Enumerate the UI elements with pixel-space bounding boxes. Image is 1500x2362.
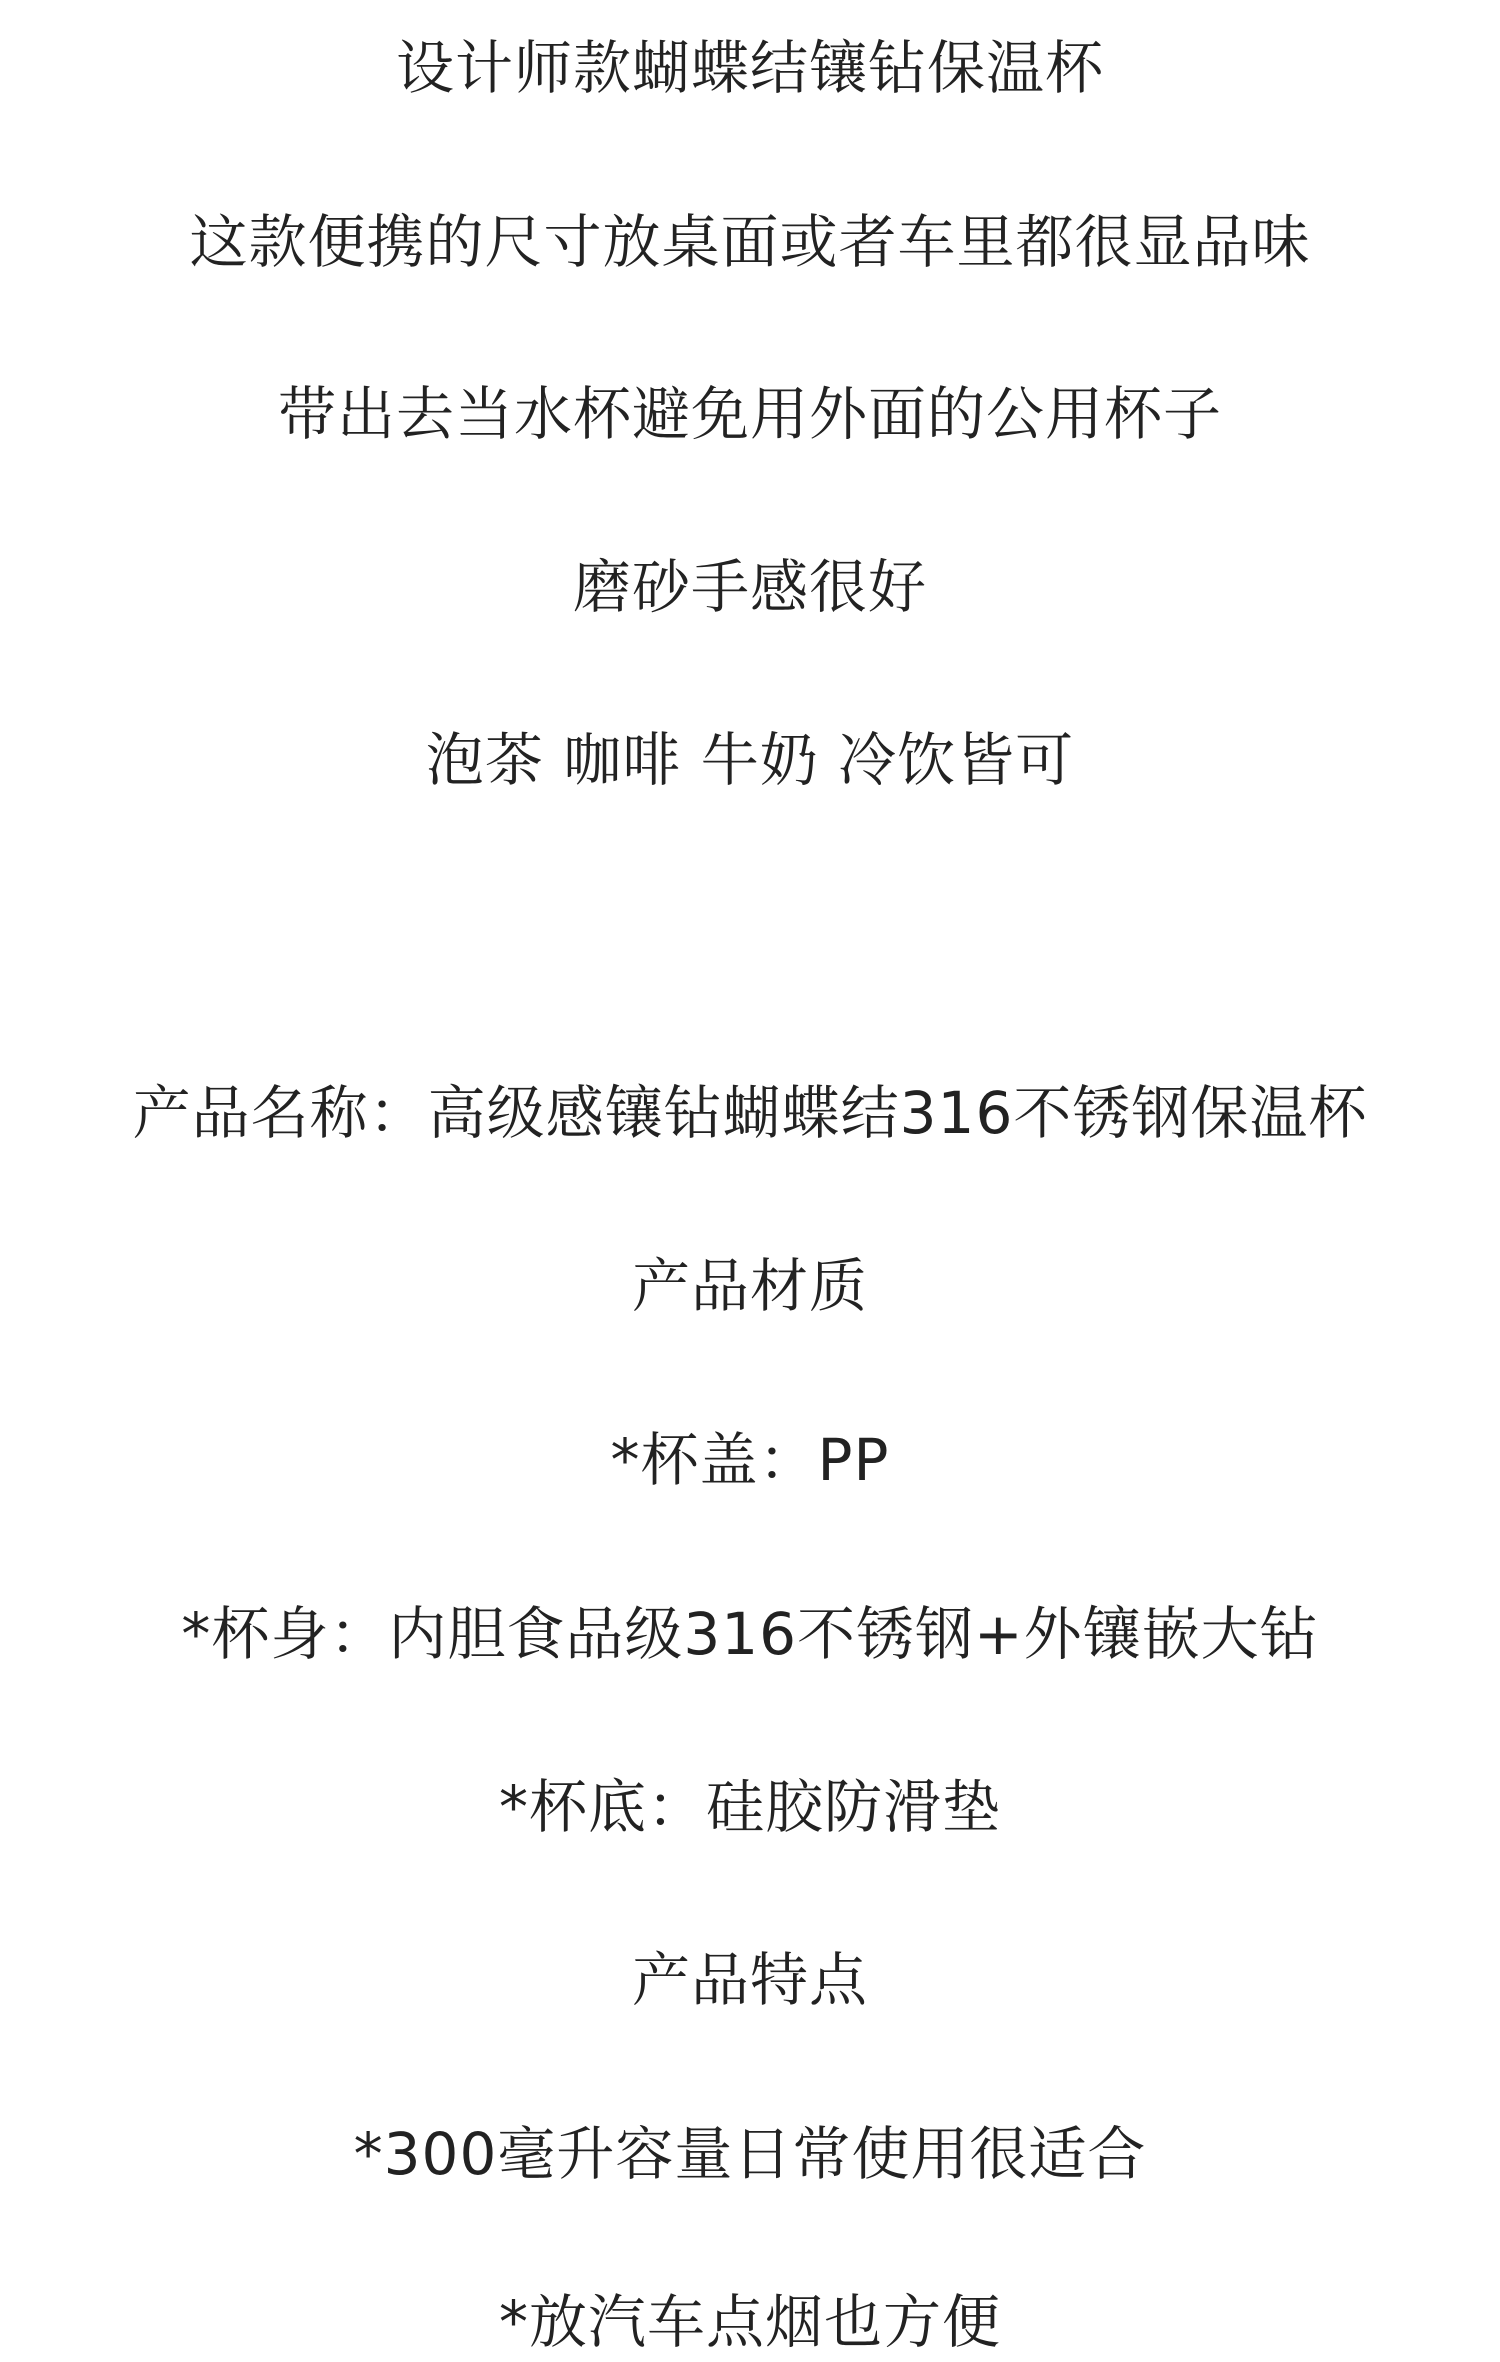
material-item: *杯身：内胆食品级316不锈钢+外镶嵌大钻 <box>181 1600 1319 1668</box>
description-line: 磨砂手感很好 <box>572 553 927 621</box>
description-line: 泡茶 咖啡 牛奶 冷饮皆可 <box>425 726 1075 794</box>
feature-item: *300毫升容量日常使用很适合 <box>353 2120 1147 2188</box>
product-name: 产品名称：高级感镶钻蝴蝶结316不锈钢保温杯 <box>132 1079 1368 1147</box>
feature-heading: 产品特点 <box>631 1946 868 2014</box>
product-title: 设计师款蝴蝶结镶钻保温杯 <box>395 34 1104 102</box>
material-item: *杯盖：PP <box>610 1426 890 1494</box>
description-line: 带出去当水杯避免用外面的公用杯子 <box>277 380 1222 448</box>
material-item: *杯底：硅胶防滑垫 <box>498 1773 1001 1841</box>
material-heading: 产品材质 <box>631 1252 868 1320</box>
feature-item: *放汽车点烟也方便 <box>498 2288 1001 2356</box>
description-line: 这款便携的尺寸放桌面或者车里都很显品味 <box>189 208 1311 276</box>
